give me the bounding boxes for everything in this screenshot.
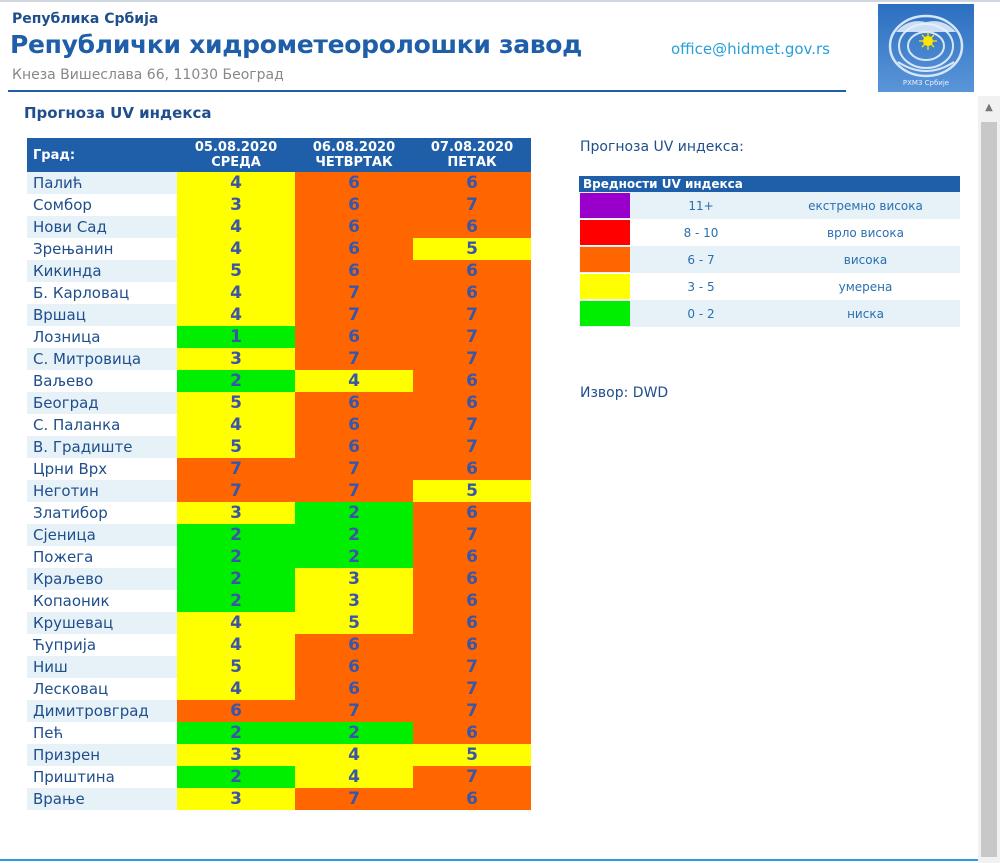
city-name: Копаоник — [27, 590, 177, 612]
uv-value-cell: 2 — [177, 766, 295, 788]
institute-name: Републички хидрометеоролошки завод — [10, 30, 583, 59]
uv-value-cell: 7 — [295, 700, 413, 722]
city-name: Вршац — [27, 304, 177, 326]
uv-value-cell: 7 — [295, 480, 413, 502]
main-content — [0, 96, 978, 863]
table-row — [27, 590, 531, 612]
uv-value-cell: 4 — [295, 744, 413, 766]
city-name: Палић — [27, 172, 177, 194]
uv-value-cell: 7 — [177, 480, 295, 502]
legend-range: 11+ — [631, 192, 771, 219]
table-row — [27, 304, 531, 326]
uv-value-cell: 3 — [177, 788, 295, 810]
uv-value-cell: 5 — [177, 260, 295, 282]
table-row — [27, 480, 531, 502]
legend-swatch — [579, 192, 631, 219]
uv-value-cell: 5 — [295, 612, 413, 634]
uv-value-cell: 7 — [413, 436, 531, 458]
uv-value-cell: 4 — [177, 612, 295, 634]
day-date: 07.08.2020 — [430, 140, 514, 155]
uv-value-cell: 6 — [295, 634, 413, 656]
uv-value-cell: 3 — [295, 590, 413, 612]
legend-row — [579, 192, 960, 219]
uv-value-cell: 6 — [413, 502, 531, 524]
city-name: Црни Врх — [27, 458, 177, 480]
uv-value-cell: 5 — [177, 392, 295, 414]
uv-value-cell: 7 — [295, 348, 413, 370]
table-row — [27, 612, 531, 634]
table-row — [27, 458, 531, 480]
uv-value-cell: 7 — [413, 524, 531, 546]
table-row — [27, 788, 531, 810]
table-row — [27, 524, 531, 546]
city-name: Нови Сад — [27, 216, 177, 238]
table-row — [27, 678, 531, 700]
uv-value-cell: 7 — [295, 282, 413, 304]
legend-label: умерена — [771, 273, 960, 300]
city-name: Лесковац — [27, 678, 177, 700]
uv-value-cell: 7 — [295, 304, 413, 326]
uv-value-cell: 6 — [413, 282, 531, 304]
uv-value-cell: 3 — [177, 348, 295, 370]
city-name: Призрен — [27, 744, 177, 766]
day-date: 05.08.2020 — [194, 140, 278, 155]
day-weekday: ЧЕТВРТАК — [315, 155, 393, 170]
table-row — [27, 744, 531, 766]
uv-value-cell: 2 — [177, 546, 295, 568]
uv-value-cell: 7 — [413, 678, 531, 700]
legend-row — [579, 219, 960, 246]
uv-value-cell: 6 — [413, 568, 531, 590]
uv-value-cell: 7 — [413, 414, 531, 436]
city-name: Краљево — [27, 568, 177, 590]
uv-value-cell: 3 — [177, 194, 295, 216]
uv-forecast-table — [27, 138, 531, 810]
uv-value-cell: 6 — [413, 370, 531, 392]
uv-value-cell: 4 — [177, 678, 295, 700]
uv-value-cell: 4 — [177, 216, 295, 238]
uv-value-cell: 6 — [295, 260, 413, 282]
source-note: Извор: DWD — [580, 385, 669, 401]
rhmz-logo-icon — [878, 4, 974, 92]
city-name: Врање — [27, 788, 177, 810]
table-row — [27, 348, 531, 370]
table-row — [27, 282, 531, 304]
table-row — [27, 546, 531, 568]
uv-value-cell: 6 — [295, 414, 413, 436]
uv-value-cell: 4 — [177, 172, 295, 194]
legend-swatch — [579, 300, 631, 327]
uv-value-cell: 6 — [413, 788, 531, 810]
city-name: Београд — [27, 392, 177, 414]
uv-value-cell: 6 — [295, 216, 413, 238]
uv-value-cell: 4 — [295, 766, 413, 788]
uv-value-cell: 4 — [177, 634, 295, 656]
uv-value-cell: 5 — [413, 480, 531, 502]
uv-value-cell: 6 — [413, 546, 531, 568]
bottom-divider — [0, 859, 978, 861]
color-swatch — [580, 247, 630, 272]
legend-row — [579, 246, 960, 273]
uv-value-cell: 4 — [177, 282, 295, 304]
city-name: Ниш — [27, 656, 177, 678]
uv-value-cell: 6 — [413, 634, 531, 656]
uv-value-cell: 6 — [413, 590, 531, 612]
uv-value-cell: 7 — [413, 304, 531, 326]
table-row — [27, 656, 531, 678]
uv-value-cell: 7 — [413, 348, 531, 370]
table-row — [27, 502, 531, 524]
site-header — [0, 0, 1000, 96]
uv-value-cell: 2 — [177, 370, 295, 392]
day-weekday: ПЕТАК — [447, 155, 497, 170]
city-name: Ваљево — [27, 370, 177, 392]
uv-value-cell: 3 — [295, 568, 413, 590]
uv-value-cell: 7 — [177, 458, 295, 480]
city-name: Димитровград — [27, 700, 177, 722]
color-swatch — [580, 220, 630, 245]
uv-value-cell: 6 — [295, 172, 413, 194]
legend-label: врло висока — [771, 219, 960, 246]
city-name: С. Паланка — [27, 414, 177, 436]
uv-value-cell: 6 — [295, 392, 413, 414]
uv-table-header — [27, 138, 531, 172]
legend-range: 0 - 2 — [631, 300, 771, 327]
color-swatch — [580, 301, 630, 326]
city-name: Б. Карловац — [27, 282, 177, 304]
uv-value-cell: 6 — [413, 392, 531, 414]
uv-value-cell: 5 — [413, 744, 531, 766]
table-row — [27, 370, 531, 392]
city-name: Златибор — [27, 502, 177, 524]
uv-value-cell: 6 — [295, 656, 413, 678]
uv-value-cell: 7 — [295, 788, 413, 810]
uv-value-cell: 5 — [177, 656, 295, 678]
legend-row — [579, 273, 960, 300]
uv-value-cell: 6 — [295, 678, 413, 700]
table-row — [27, 568, 531, 590]
uv-value-cell: 2 — [177, 722, 295, 744]
uv-value-cell: 7 — [295, 458, 413, 480]
institute-address: Кнеза Вишеслава 66, 11030 Београд — [12, 67, 284, 83]
color-swatch — [580, 274, 630, 299]
table-row — [27, 216, 531, 238]
legend-swatch — [579, 273, 631, 300]
uv-value-cell: 2 — [295, 502, 413, 524]
vertical-scrollbar[interactable] — [978, 96, 1000, 863]
legend-title: Прогноза UV индекса: — [580, 139, 744, 155]
legend-swatch — [579, 246, 631, 273]
uv-value-cell: 6 — [295, 436, 413, 458]
table-row — [27, 260, 531, 282]
uv-value-cell: 3 — [177, 502, 295, 524]
legend-label: екстремно висока — [771, 192, 960, 219]
city-name: С. Митровица — [27, 348, 177, 370]
uv-value-cell: 7 — [413, 656, 531, 678]
legend-range: 8 - 10 — [631, 219, 771, 246]
uv-value-cell: 7 — [413, 326, 531, 348]
legend-swatch — [579, 219, 631, 246]
city-name: Ћуприја — [27, 634, 177, 656]
table-row — [27, 722, 531, 744]
uv-value-cell: 6 — [295, 326, 413, 348]
city-name: Сјеница — [27, 524, 177, 546]
table-row — [27, 766, 531, 788]
city-name: Неготин — [27, 480, 177, 502]
table-row — [27, 194, 531, 216]
table-row — [27, 392, 531, 414]
uv-value-cell: 5 — [177, 436, 295, 458]
uv-value-cell: 3 — [177, 744, 295, 766]
city-name: В. Градиште — [27, 436, 177, 458]
uv-value-cell: 4 — [177, 304, 295, 326]
email-link[interactable]: office@hidmet.gov.rs — [671, 40, 831, 58]
uv-value-cell: 2 — [177, 568, 295, 590]
city-column-header: Град: — [27, 138, 177, 172]
legend-range: 3 - 5 — [631, 273, 771, 300]
city-name: Зрењанин — [27, 238, 177, 260]
uv-value-cell: 5 — [413, 238, 531, 260]
day-column-header — [177, 138, 295, 172]
uv-value-cell: 2 — [177, 590, 295, 612]
uv-table-body — [27, 172, 531, 810]
uv-value-cell: 4 — [177, 238, 295, 260]
uv-value-cell: 7 — [413, 194, 531, 216]
uv-value-cell: 6 — [413, 612, 531, 634]
table-row — [27, 414, 531, 436]
republic-name: Република Србија — [12, 11, 159, 27]
city-name: Пећ — [27, 722, 177, 744]
day-column-header — [413, 138, 531, 172]
logo[interactable] — [878, 4, 974, 92]
day-column-header — [295, 138, 413, 172]
legend-range: 6 - 7 — [631, 246, 771, 273]
city-name: Пожега — [27, 546, 177, 568]
uv-value-cell: 4 — [177, 414, 295, 436]
city-name: Сомбор — [27, 194, 177, 216]
scrollbar-thumb[interactable] — [981, 122, 997, 857]
logo-text: РХМЗ Србије — [902, 79, 950, 87]
uv-value-cell: 6 — [295, 194, 413, 216]
uv-value-cell: 6 — [413, 172, 531, 194]
day-date: 06.08.2020 — [312, 140, 396, 155]
uv-value-cell: 1 — [177, 326, 295, 348]
table-row — [27, 700, 531, 722]
uv-value-cell: 7 — [413, 700, 531, 722]
scroll-up-arrow-icon[interactable]: ▲ — [985, 101, 993, 113]
uv-value-cell: 2 — [295, 524, 413, 546]
legend-body — [579, 192, 960, 327]
city-name: Кикинда — [27, 260, 177, 282]
uv-value-cell: 6 — [413, 260, 531, 282]
legend-header: Вредности UV индекса — [579, 176, 960, 192]
legend-row — [579, 300, 960, 327]
color-swatch — [580, 193, 630, 218]
table-row — [27, 436, 531, 458]
uv-value-cell: 6 — [295, 238, 413, 260]
header-divider — [8, 90, 846, 92]
page-title: Прогноза UV индекса — [24, 104, 212, 122]
legend-label: ниска — [771, 300, 960, 327]
table-row — [27, 326, 531, 348]
uv-value-cell: 2 — [295, 722, 413, 744]
uv-value-cell: 4 — [295, 370, 413, 392]
uv-value-cell: 6 — [413, 216, 531, 238]
city-name: Лозница — [27, 326, 177, 348]
table-row — [27, 238, 531, 260]
uv-value-cell: 7 — [413, 766, 531, 788]
table-row — [27, 172, 531, 194]
uv-value-cell: 2 — [295, 546, 413, 568]
uv-value-cell: 2 — [177, 524, 295, 546]
uv-value-cell: 6 — [413, 458, 531, 480]
uv-value-cell: 6 — [177, 700, 295, 722]
city-name: Крушевац — [27, 612, 177, 634]
city-name: Приштина — [27, 766, 177, 788]
table-row — [27, 634, 531, 656]
uv-legend-table — [579, 176, 960, 327]
day-weekday: СРЕДА — [211, 155, 261, 170]
legend-label: висока — [771, 246, 960, 273]
uv-value-cell: 6 — [413, 722, 531, 744]
